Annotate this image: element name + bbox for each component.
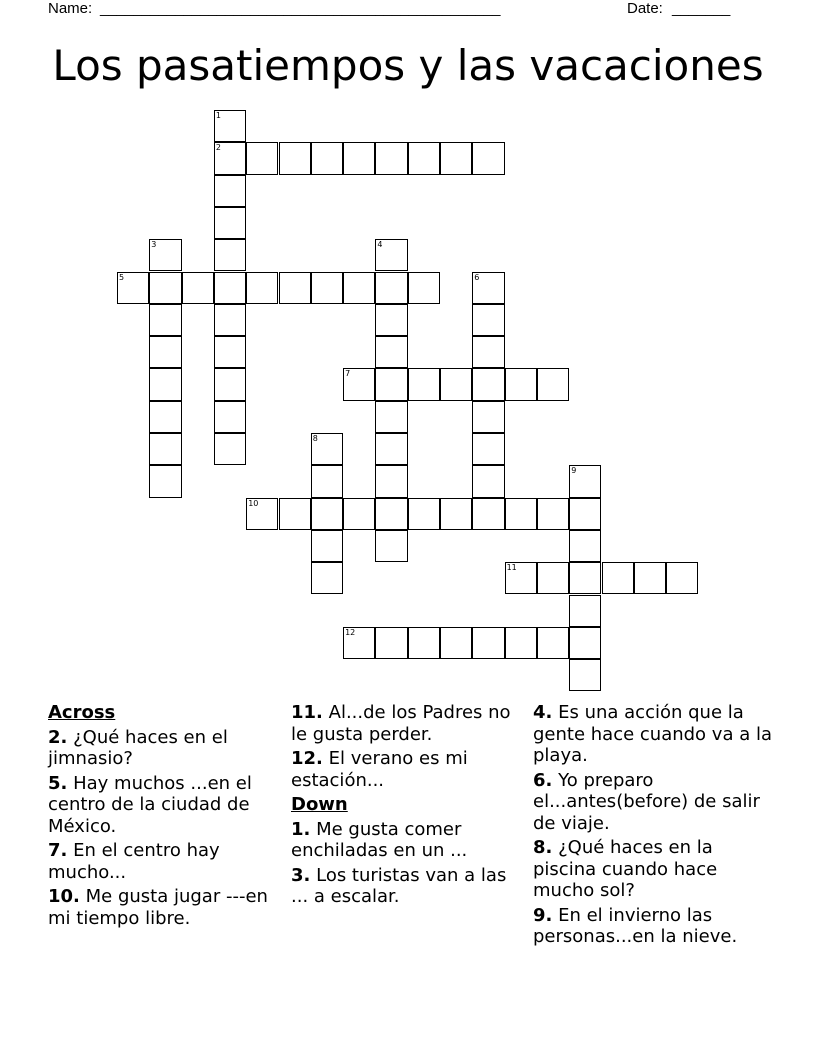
name-field-line[interactable]: ________________________________________________ <box>100 0 501 17</box>
clue-number: 9. <box>533 904 553 926</box>
crossword-cell[interactable] <box>149 304 181 336</box>
clue-number-label: 12 <box>345 627 356 637</box>
crossword-cell[interactable] <box>537 627 569 659</box>
crossword-cell[interactable] <box>602 562 634 594</box>
clue-text: Me gusta jugar ---en mi tiempo libre. <box>48 886 268 929</box>
crossword-cell[interactable] <box>666 562 698 594</box>
crossword-cell[interactable] <box>311 465 343 497</box>
crossword-cell[interactable] <box>214 336 246 368</box>
crossword-cell[interactable] <box>214 207 246 239</box>
clue-number: 12. <box>291 748 323 769</box>
clue-number: 10. <box>48 886 80 907</box>
clue-number-label: 3 <box>151 240 157 250</box>
clue-number: 4. <box>533 702 553 723</box>
clue-number: 2. <box>48 726 68 748</box>
clue-text: Me gusta comer enchiladas en un ... <box>291 818 468 861</box>
crossword-cell[interactable] <box>311 562 343 594</box>
crossword-cell[interactable] <box>214 433 246 465</box>
crossword-cell[interactable] <box>246 142 278 174</box>
clue-number-label: 9 <box>571 466 577 476</box>
crossword-cell[interactable] <box>375 627 407 659</box>
crossword-cell[interactable] <box>375 498 407 530</box>
crossword-cell[interactable] <box>408 498 440 530</box>
crossword-cell[interactable] <box>214 239 246 271</box>
crossword-cell[interactable] <box>343 142 375 174</box>
crossword-cell[interactable] <box>569 498 601 530</box>
crossword-cell[interactable] <box>634 562 666 594</box>
crossword-cell[interactable] <box>343 272 375 304</box>
crossword-cell[interactable] <box>569 562 601 594</box>
clue-text: Los turistas van a las ... a escalar. <box>291 864 507 907</box>
crossword-cell[interactable] <box>214 401 246 433</box>
crossword-cell[interactable] <box>408 368 440 400</box>
clue-across-12 <box>291 748 523 791</box>
crossword-cell[interactable] <box>149 433 181 465</box>
clue-number-label: 1 <box>215 111 221 120</box>
crossword-cell[interactable] <box>375 530 407 562</box>
clue-number-label: 8 <box>312 434 318 443</box>
crossword-cell[interactable] <box>375 336 407 368</box>
crossword-cell[interactable] <box>440 627 472 659</box>
crossword-cell[interactable] <box>343 368 375 400</box>
crossword-cell[interactable] <box>214 368 246 400</box>
clue-across-2 <box>48 727 280 770</box>
crossword-cell[interactable] <box>472 465 504 497</box>
clue-text: El verano es mi estación... <box>291 748 468 791</box>
crossword-cell[interactable] <box>472 304 504 336</box>
crossword-cell[interactable] <box>440 142 472 174</box>
crossword-cell[interactable] <box>375 142 407 174</box>
crossword-cell[interactable] <box>472 498 504 530</box>
clue-text: En el invierno las personas...en la nieve. <box>533 904 738 947</box>
clue-number: 11. <box>291 702 323 723</box>
clue-across-5 <box>48 773 280 838</box>
crossword-cell[interactable] <box>246 498 278 530</box>
date-label: Date: <box>627 0 663 17</box>
crossword-cell[interactable] <box>472 627 504 659</box>
clue-number: 5. <box>48 772 68 794</box>
crossword-cell[interactable] <box>505 627 537 659</box>
clue-text: Hay muchos ...en el centro de la ciudad de México. <box>48 772 252 837</box>
crossword-cell[interactable] <box>279 142 311 174</box>
clue-number: 6. <box>533 769 553 791</box>
down-heading: Down <box>291 794 348 815</box>
across-heading: Across <box>48 702 116 723</box>
crossword-cell[interactable] <box>311 272 343 304</box>
crossword-cell[interactable] <box>505 562 537 594</box>
crossword-cell[interactable] <box>149 401 181 433</box>
crossword-cell[interactable] <box>375 304 407 336</box>
clue-down-4 <box>533 702 773 767</box>
clue-down-8 <box>533 837 773 902</box>
crossword-cell[interactable] <box>472 368 504 400</box>
clue-number: 1. <box>291 818 311 840</box>
clues-column-2 <box>291 702 523 911</box>
crossword-cell[interactable] <box>408 272 440 304</box>
crossword-cell[interactable] <box>375 239 407 271</box>
crossword-cell[interactable] <box>569 627 601 659</box>
name-label: Name: <box>48 0 93 17</box>
crossword-cell[interactable] <box>569 530 601 562</box>
crossword-cell[interactable] <box>375 272 407 304</box>
crossword-cell[interactable] <box>214 110 246 142</box>
crossword-cell[interactable] <box>117 272 149 304</box>
page-title: Los pasatiempos y las vacaciones <box>52 41 764 90</box>
crossword-cell[interactable] <box>311 433 343 465</box>
clue-number-label: 5 <box>119 272 125 282</box>
crossword-cell[interactable] <box>472 336 504 368</box>
clue-number-label: 11 <box>506 563 517 573</box>
crossword-cell[interactable] <box>343 498 375 530</box>
date-field-line[interactable]: _______ <box>672 0 731 17</box>
clue-across-10 <box>48 886 280 929</box>
crossword-cell[interactable] <box>472 433 504 465</box>
crossword-cell[interactable] <box>149 465 181 497</box>
clue-across-7 <box>48 840 280 883</box>
crossword-cell[interactable] <box>375 433 407 465</box>
crossword-cell[interactable] <box>569 465 601 497</box>
crossword-cell[interactable] <box>214 304 246 336</box>
crossword-cell[interactable] <box>149 336 181 368</box>
clue-text: Al...de los Padres no le gusta perder. <box>291 702 511 745</box>
crossword-cell[interactable] <box>149 239 181 271</box>
crossword-cell[interactable] <box>537 498 569 530</box>
crossword-cell[interactable] <box>537 368 569 400</box>
clue-number-label: 4 <box>377 240 383 250</box>
crossword-cell[interactable] <box>182 272 214 304</box>
clue-across-11 <box>291 702 523 745</box>
crossword-cell[interactable] <box>440 498 472 530</box>
clue-text: Yo preparo el...antes(before) de salir de viaje. <box>533 769 760 834</box>
crossword-cell[interactable] <box>375 401 407 433</box>
clue-number-label: 2 <box>215 143 221 153</box>
crossword-cell[interactable] <box>214 272 246 304</box>
crossword-cell[interactable] <box>472 142 504 174</box>
crossword-cell[interactable] <box>279 498 311 530</box>
crossword-cell[interactable] <box>343 627 375 659</box>
clue-down-6 <box>533 770 773 835</box>
crossword-cell[interactable] <box>440 368 472 400</box>
clue-text: ¿Qué haces en la piscina cuando hace mucho sol? <box>533 837 718 901</box>
crossword-cell[interactable] <box>569 595 601 627</box>
crossword-cell[interactable] <box>311 498 343 530</box>
clue-text: Es una acción que la gente hace cuando va a la playa. <box>533 702 772 766</box>
crossword-cell[interactable] <box>375 465 407 497</box>
clue-number-label: 6 <box>474 272 480 282</box>
crossword-cell[interactable] <box>472 272 504 304</box>
crossword-cell[interactable] <box>149 272 181 304</box>
crossword-cell[interactable] <box>214 142 246 174</box>
crossword-cell[interactable] <box>408 142 440 174</box>
crossword-cell[interactable] <box>505 498 537 530</box>
crossword-cell[interactable] <box>569 659 601 691</box>
clue-text: ¿Qué haces en el jimnasio? <box>48 726 228 769</box>
clue-down-9 <box>533 905 773 948</box>
crossword-cell[interactable] <box>311 530 343 562</box>
crossword-cell[interactable] <box>279 272 311 304</box>
clue-number: 7. <box>48 840 68 861</box>
crossword-cell[interactable] <box>537 562 569 594</box>
crossword-cell[interactable] <box>375 368 407 400</box>
crossword-cell[interactable] <box>311 142 343 174</box>
clues-column-1 <box>48 702 280 932</box>
clues-column-3 <box>533 702 773 951</box>
clue-down-3 <box>291 865 523 908</box>
crossword-cell[interactable] <box>408 627 440 659</box>
crossword-cell[interactable] <box>505 368 537 400</box>
clue-text: En el centro hay mucho... <box>48 840 220 883</box>
crossword-cell[interactable] <box>214 175 246 207</box>
clue-number-label: 7 <box>345 369 351 379</box>
crossword-cell[interactable] <box>246 272 278 304</box>
clue-number: 3. <box>291 864 311 886</box>
crossword-cell[interactable] <box>149 368 181 400</box>
crossword-cell[interactable] <box>472 401 504 433</box>
clue-number: 8. <box>533 837 553 858</box>
clue-down-1 <box>291 819 523 862</box>
clue-number-label: 10 <box>248 498 259 508</box>
